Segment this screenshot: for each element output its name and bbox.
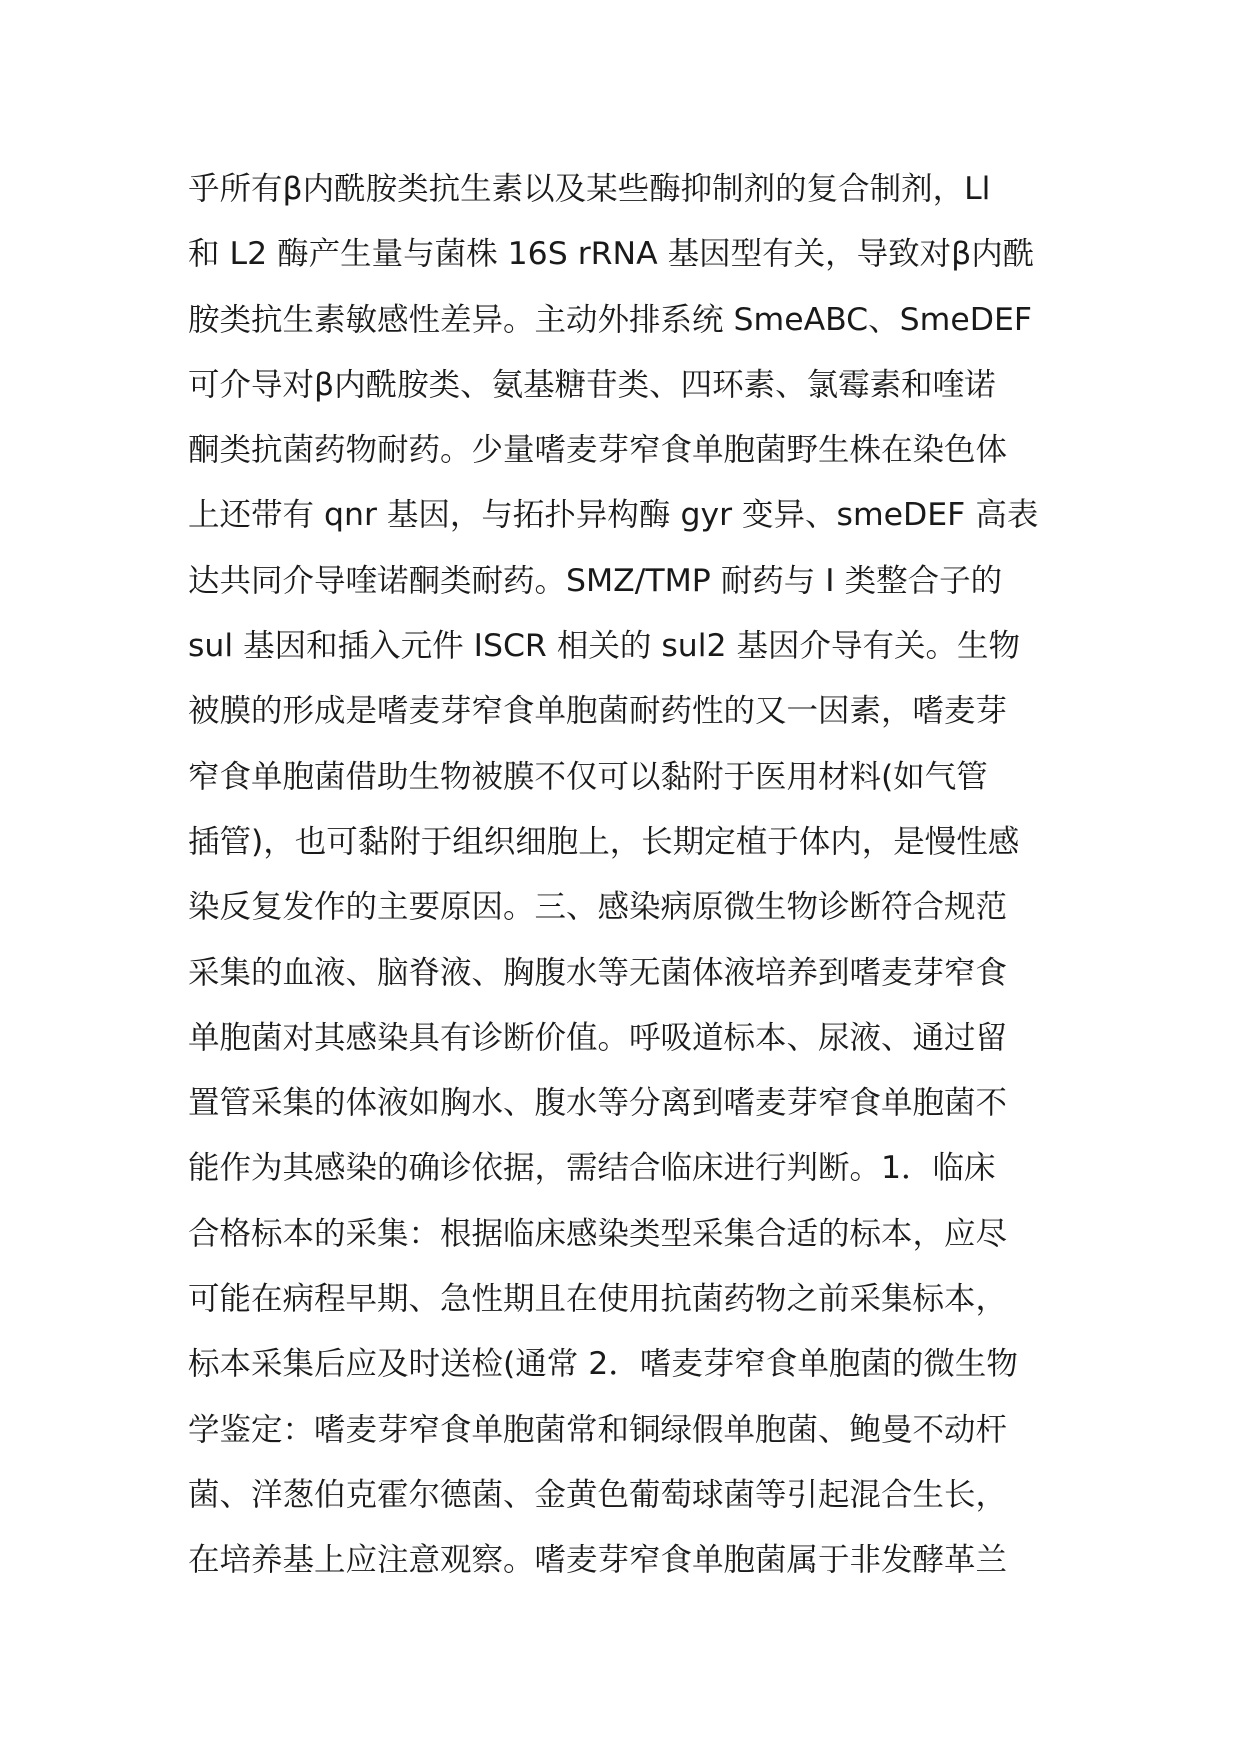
text-line: 上还带有 qnr 基因，与拓扑异构酶 gyr 变异、smeDEF 高表 [188, 497, 1039, 534]
text-line: 可能在病程早期、急性期且在使用抗菌药物之前采集标本， [188, 1281, 1008, 1318]
text-line: 置管采集的体液如胸水、腹水等分离到嗜麦芽窄食单胞菌不 [188, 1085, 1008, 1122]
text-line: 采集的血液、脑脊液、胸腹水等无菌体液培养到嗜麦芽窄食 [188, 954, 1008, 991]
text-line: sul 基因和插入元件 ISCR 相关的 sul2 基因介导有关。生物 [188, 628, 1021, 665]
text-line: 可介导对β内酰胺类、氨基糖苷类、四环素、氯霉素和喹诺 [188, 366, 996, 403]
text-line: 窄食单胞菌借助生物被膜不仅可以黏附于医用材料(如气管 [188, 758, 988, 795]
text-line: 标本采集后应及时送检(通常 2．嗜麦芽窄食单胞菌的微生物 [188, 1346, 1018, 1383]
text-line: 在培养基上应注意观察。嗜麦芽窄食单胞菌属于非发酵革兰 [188, 1542, 1008, 1579]
text-line: 单胞菌对其感染具有诊断价值。呼吸道标本、尿液、通过留 [188, 1019, 1008, 1056]
text-line: 能作为其感染的确诊依据，需结合临床进行判断。1．临床 [188, 1150, 996, 1187]
text-line: 菌、洋葱伯克霍尔德菌、金黄色葡萄球菌等引起混合生长， [188, 1476, 1008, 1513]
text-line: 染反复发作的主要原因。三、感染病原微生物诊断符合规范 [188, 889, 1008, 926]
text-line: 和 L2 酶产生量与菌株 16S rRNA 基因型有关，导致对β内酰 [188, 236, 1035, 273]
text-line: 学鉴定：嗜麦芽窄食单胞菌常和铜绿假单胞菌、鲍曼不动杆 [188, 1411, 1008, 1448]
text-line: 达共同介导喹诺酮类耐药。SMZ/TMP 耐药与 I 类整合子的 [188, 562, 1003, 599]
text-line: 插管)，也可黏附于组织细胞上，长期定植于体内，是慢性感 [188, 823, 1020, 860]
text-line: 胺类抗生素敏感性差异。主动外排系统 SmeABC、SmeDEF [188, 301, 1033, 338]
text-line: 合格标本的采集：根据临床感染类型采集合适的标本，应尽 [188, 1215, 1008, 1252]
body-text [188, 157, 1068, 1594]
text-line: 被膜的形成是嗜麦芽窄食单胞菌耐药性的又一因素，嗜麦芽 [188, 693, 1008, 730]
text-line: 乎所有β内酰胺类抗生素以及某些酶抑制剂的复合制剂，Ll [188, 171, 991, 207]
text-line: 酮类抗菌药物耐药。少量嗜麦芽窄食单胞菌野生株在染色体 [188, 432, 1008, 469]
